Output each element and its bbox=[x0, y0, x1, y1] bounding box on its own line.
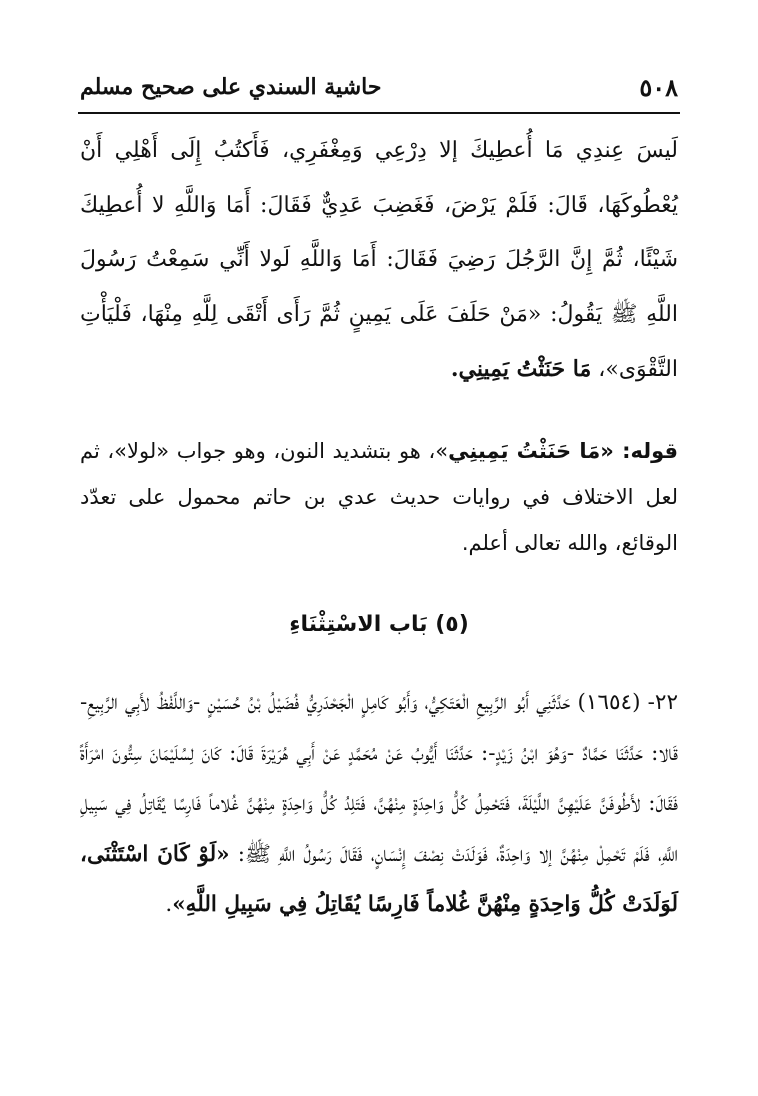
commentary-paragraph bbox=[80, 428, 678, 566]
chapter-title: (٥) بَاب الاسْتِثْنَاءِ bbox=[289, 612, 469, 637]
page-header bbox=[80, 70, 678, 104]
hadith-continuation-ending: مَا حَنَثْتُ يَمِينِي. bbox=[450, 356, 592, 382]
header-divider bbox=[78, 112, 680, 114]
hadith-main-text: ٢٢- (١٦٥٤) حَدَّثَنِي أَبُو الرَّبِيعِ الْعَتَكِيُّ، وَأَبُو كَامِلٍ الْجَحْدَرِيُّ فُضَيْلُ بْنُ حُسَيْنٍ -وَاللَّفْظُ لأَبِي الرَّبِيعِ- قَالا: حَدَّثَنَا حَمَّادٌ -وَهُوَ ابْنُ زَيْدٍ-: حَدَّثَنَا أَيُّوبُ عَنْ مُحَمَّدٍ عَنْ أَبِي هُرَيْرَةَ قَالَ: كَانَ لِسُلَيْمَانَ سِتُّونَ امْرَأَةً فَقَالَ: لأَطُوفَنَّ عَلَيْهِنَّ اللَّيْلَةَ، فَتَحْمِلُ كُلُّ وَاحِدَةٍ مِنْهُنَّ، فَتَلِدُ كُلُّ وَاحِدَةٍ مِنْهُنَّ غُلاماً فَارِسًا يُقَاتِلُ فِي سَبِيلِ اللَّهِ، فَلَمْ تَحْمِلْ مِنْهُنَّ إلا وَاحِدَةٌ، فَوَلَدَتْ نِصْفَ إِنْسَانٍ، فَقَالَ رَسُولُ اللَّهِ ﷺ: bbox=[80, 690, 679, 867]
commentary-body: »، هو بتشديد النون، وهو جواب «لولا»، ثم لعل الاختلاف في روايات حديث عدي بن حاتم محمول على تعدّد الوقائع، والله تعالى أعلم. bbox=[80, 439, 678, 555]
commentary-quoted-phrase: مَا حَنَثْتُ يَمِينِي bbox=[448, 439, 601, 463]
page-number: ٥٠٨ bbox=[639, 72, 678, 102]
hadith-main-quote: «لَوْ كَانَ اسْتَثْنَى، لَوَلَدَتْ كُلُّ وَاحِدَةٍ مِنْهُنَّ غُلاماً فَارِسًا يُقَاتِلُ فِي سَبِيلِ اللَّهِ» bbox=[80, 841, 678, 917]
hadith-continuation-text: لَيسَ عِندِي مَا أُعطِيكَ إلا دِرْعِي وَمِغْفَرِي، فَأَكتُبُ إِلَى أَهْلِي أَنْ يُعْطُوكَهَا، قَالَ: فَلَمْ يَرْضَ، فَغَضِبَ عَدِيٌّ فَقَالَ: أَمَا وَاللَّهِ لا أُعطِيكَ شَيْئًا، ثُمَّ إِنَّ الرَّجُلَ رَضِيَ فَقَالَ: أَمَا وَاللَّهِ لَولا أَنِّي سَمِعْتُ رَسُولَ اللَّهِ ﷺ يَقُولُ: «مَنْ حَلَفَ عَلَى يَمِينٍ ثُمَّ رَأَى أَتْقَى لِلَّهِ مِنْهَا، فَلْيَأْتِ التَّقْوَى»، bbox=[80, 138, 678, 382]
hadith-continuation bbox=[80, 124, 678, 398]
hadith-main-end: . bbox=[165, 892, 173, 917]
running-title: حاشية السندي على صحيح مسلم bbox=[80, 74, 382, 100]
hadith-main bbox=[80, 678, 678, 931]
commentary-lead: قوله: « bbox=[600, 439, 679, 463]
